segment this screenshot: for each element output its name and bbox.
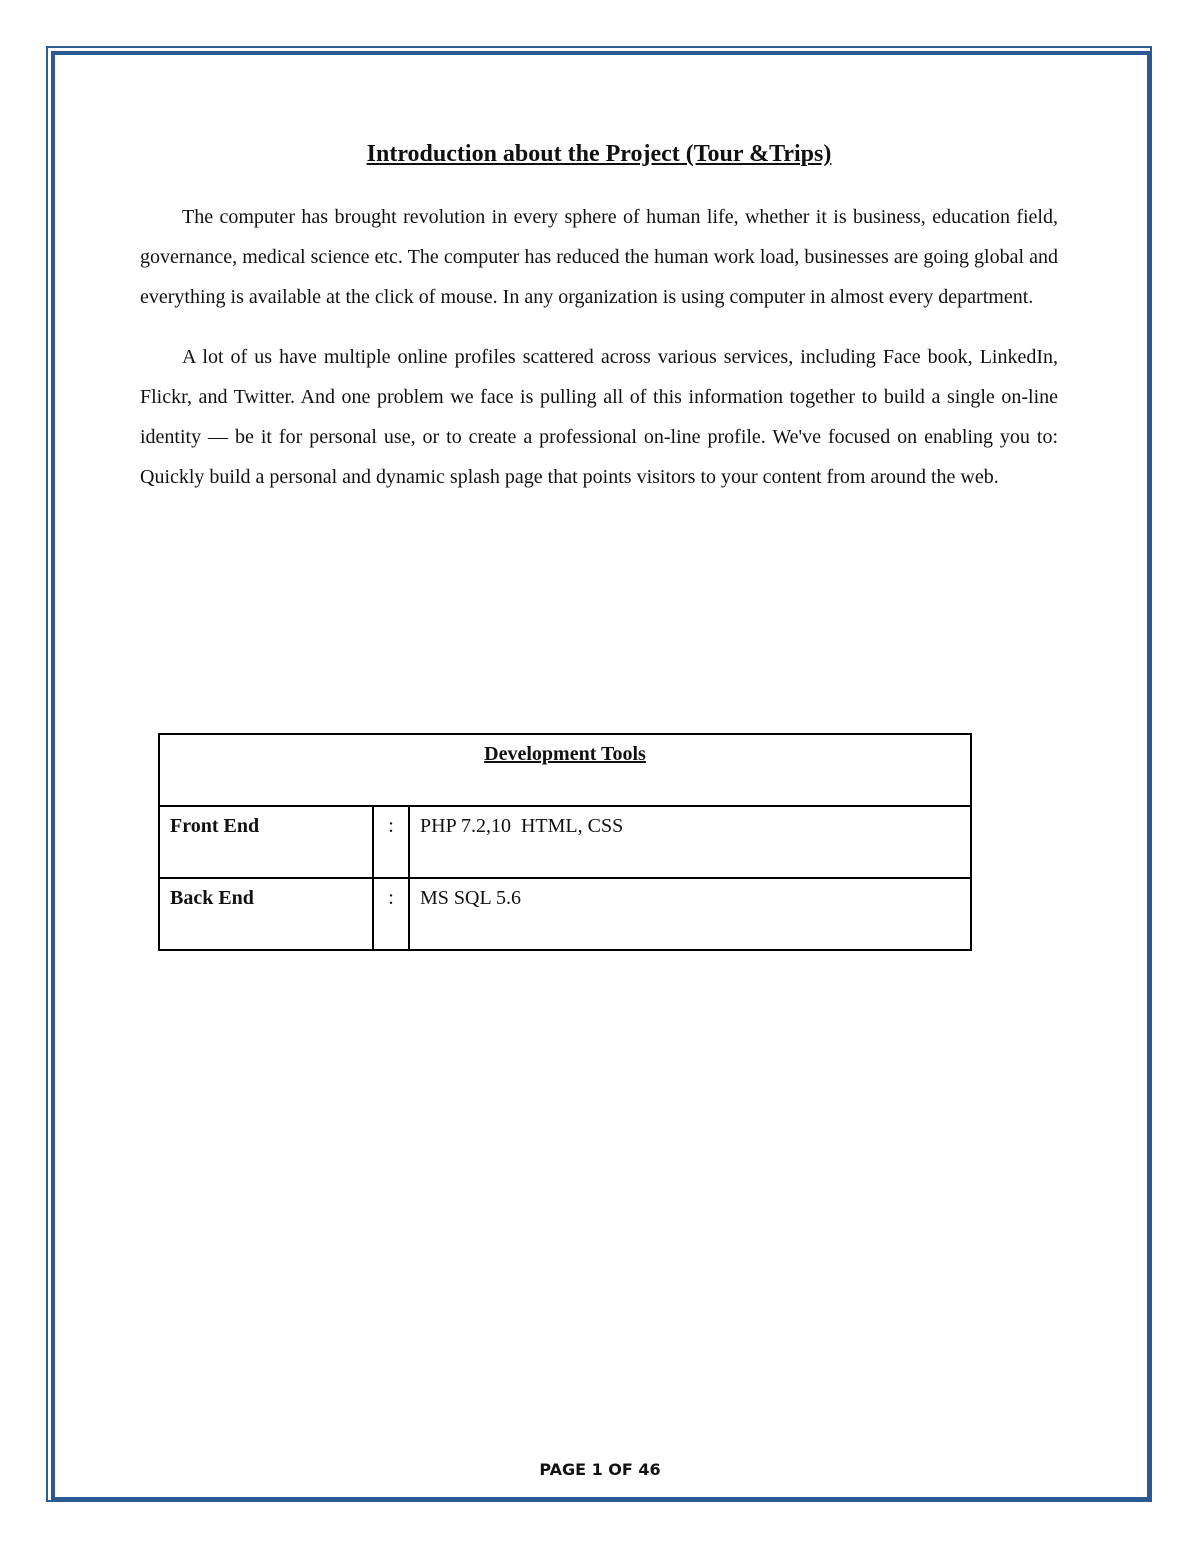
document-body xyxy=(140,140,1058,517)
table-header-row xyxy=(159,734,971,806)
back-end-value: MS SQL 5.6 xyxy=(409,878,971,950)
table-row xyxy=(159,806,971,878)
table-heading: Development Tools xyxy=(159,734,971,806)
front-end-label: Front End xyxy=(159,806,373,878)
front-end-separator: : xyxy=(373,806,409,878)
back-end-separator: : xyxy=(373,878,409,950)
page-title: Introduction about the Project (Tour &Trips) xyxy=(366,141,832,167)
table-row xyxy=(159,878,971,950)
page-number-footer: PAGE 1 OF 46 xyxy=(539,1460,661,1479)
intro-paragraph-1: The computer has brought revolution in every sphere of human life, whether it is business, education field, governance, medical science etc. The computer has reduced the human work load, businesses are going global and everything is available at the click of mouse. In any organization is using computer in almost every department. xyxy=(140,205,1058,308)
intro-paragraph-2: A lot of us have multiple online profiles scattered across various services, including Face book, LinkedIn, Flickr, and Twitter. And one problem we face is pulling all of this information together to build a single on-line identity — be it for personal use, or to create a professional on-line profile. We've focused on enabling you to: Quickly build a personal and dynamic splash page that points visitors to your content from around the web. xyxy=(140,345,1058,488)
front-end-value: PHP 7.2,10 HTML, CSS xyxy=(409,806,971,878)
back-end-label: Back End xyxy=(159,878,373,950)
development-tools-table xyxy=(158,733,972,951)
